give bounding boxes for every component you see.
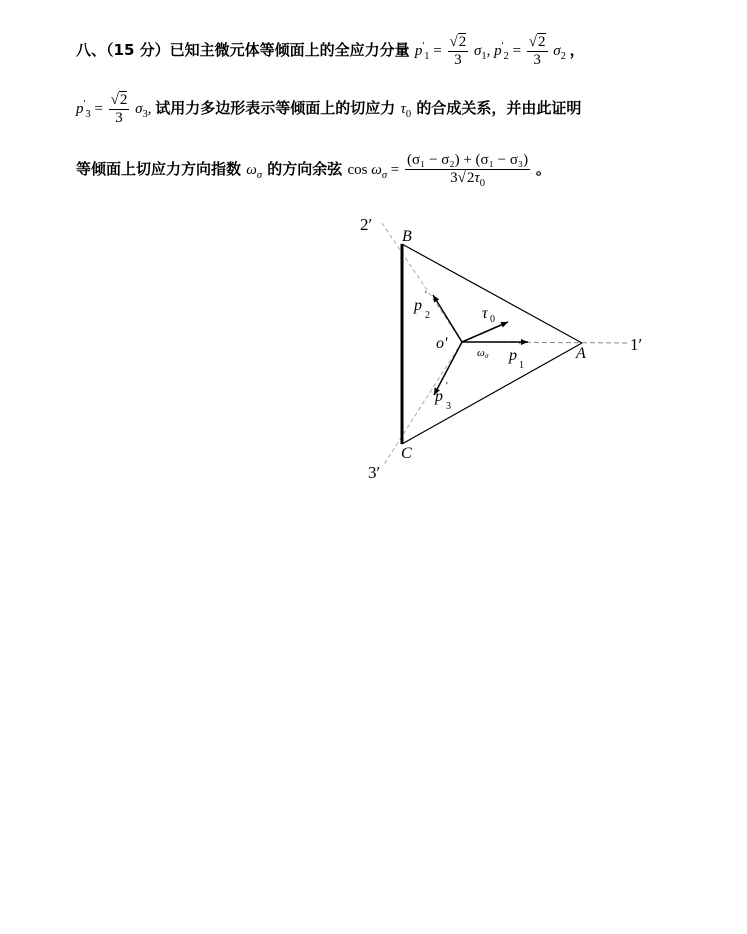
label-axis2: 2′ xyxy=(360,215,373,234)
label-p2-sub: 2 xyxy=(425,310,430,321)
label-origin: o' xyxy=(436,335,448,352)
label-p1-prime: ' xyxy=(519,341,521,352)
omega-symbol: $\omega_\sigma$ xyxy=(246,161,263,181)
label-p1-sub: 1 xyxy=(519,360,524,371)
axis-2-dashed xyxy=(382,223,462,342)
label-p3-prime: ' xyxy=(446,381,448,392)
fraction-sqrt2-over-3-c: $\frac{√2}{3}$ xyxy=(110,92,128,126)
formula-p2: $p'_2$ = $\frac{√2}{3}$ $\sigma_2$ xyxy=(494,34,566,68)
fraction-sqrt2-over-3-b: $\frac{√2}{3}$ xyxy=(528,34,546,68)
label-axis3: 3′ xyxy=(368,463,381,482)
label-tau0-sub: 0 xyxy=(490,314,495,325)
problem-text-2b: 的合成关系，并由此证明 xyxy=(416,98,582,117)
label-axis1: 1′ xyxy=(630,335,643,354)
problem-text-3: 等倾面上切应力方向指数 xyxy=(76,159,242,178)
problem-text-2: 试用力多边形表示等倾面上的切应力 xyxy=(155,98,396,117)
label-B: B xyxy=(402,228,412,245)
cos-fraction: $\frac{\text{(σ₁ − σ₂) + (σ₁ − σ₃)}}{3√2\tau_0}$ xyxy=(407,152,529,189)
label-p2: p xyxy=(414,297,422,314)
period: 。 xyxy=(535,159,551,178)
label-p2-prime: ' xyxy=(425,290,427,301)
problem-text-3b: 的方向余弦 xyxy=(267,159,343,178)
formula-p1: $p'_1$ = $\frac{√2}{3}$ $\sigma_1$, xyxy=(414,34,491,68)
problem-intro: 已知主微元体等倾面上的全应力分量 xyxy=(169,40,410,59)
label-omega: ω xyxy=(477,347,485,359)
label-tau0: τ xyxy=(482,305,488,322)
problem-number: 八、 xyxy=(76,40,107,59)
label-p3-sub: 3 xyxy=(446,401,451,412)
edge-CA xyxy=(402,343,582,444)
label-p1: p xyxy=(509,347,517,364)
label-p3: p xyxy=(435,388,443,405)
tau0-symbol: $\tau_0$ xyxy=(400,100,412,120)
comma: ， xyxy=(569,40,585,59)
label-C: C xyxy=(401,445,412,462)
fraction-sqrt2-over-3: $\frac{√2}{3}$ xyxy=(449,34,467,68)
vector-tau0 xyxy=(462,322,508,342)
label-omega-sub: σ xyxy=(485,352,489,360)
formula-p3: $p'_3$ = $\frac{√2}{3}$ $\sigma_3$, xyxy=(76,92,152,126)
problem-score: （15 分） xyxy=(106,40,170,59)
formula-cos: $\cos \omega_\sigma$ = $\frac{\text{(σ₁ − σ₂) + (σ₁ − σ₃)}}{3√2\tau_0}$ xyxy=(347,152,529,189)
label-A: A xyxy=(576,345,586,362)
